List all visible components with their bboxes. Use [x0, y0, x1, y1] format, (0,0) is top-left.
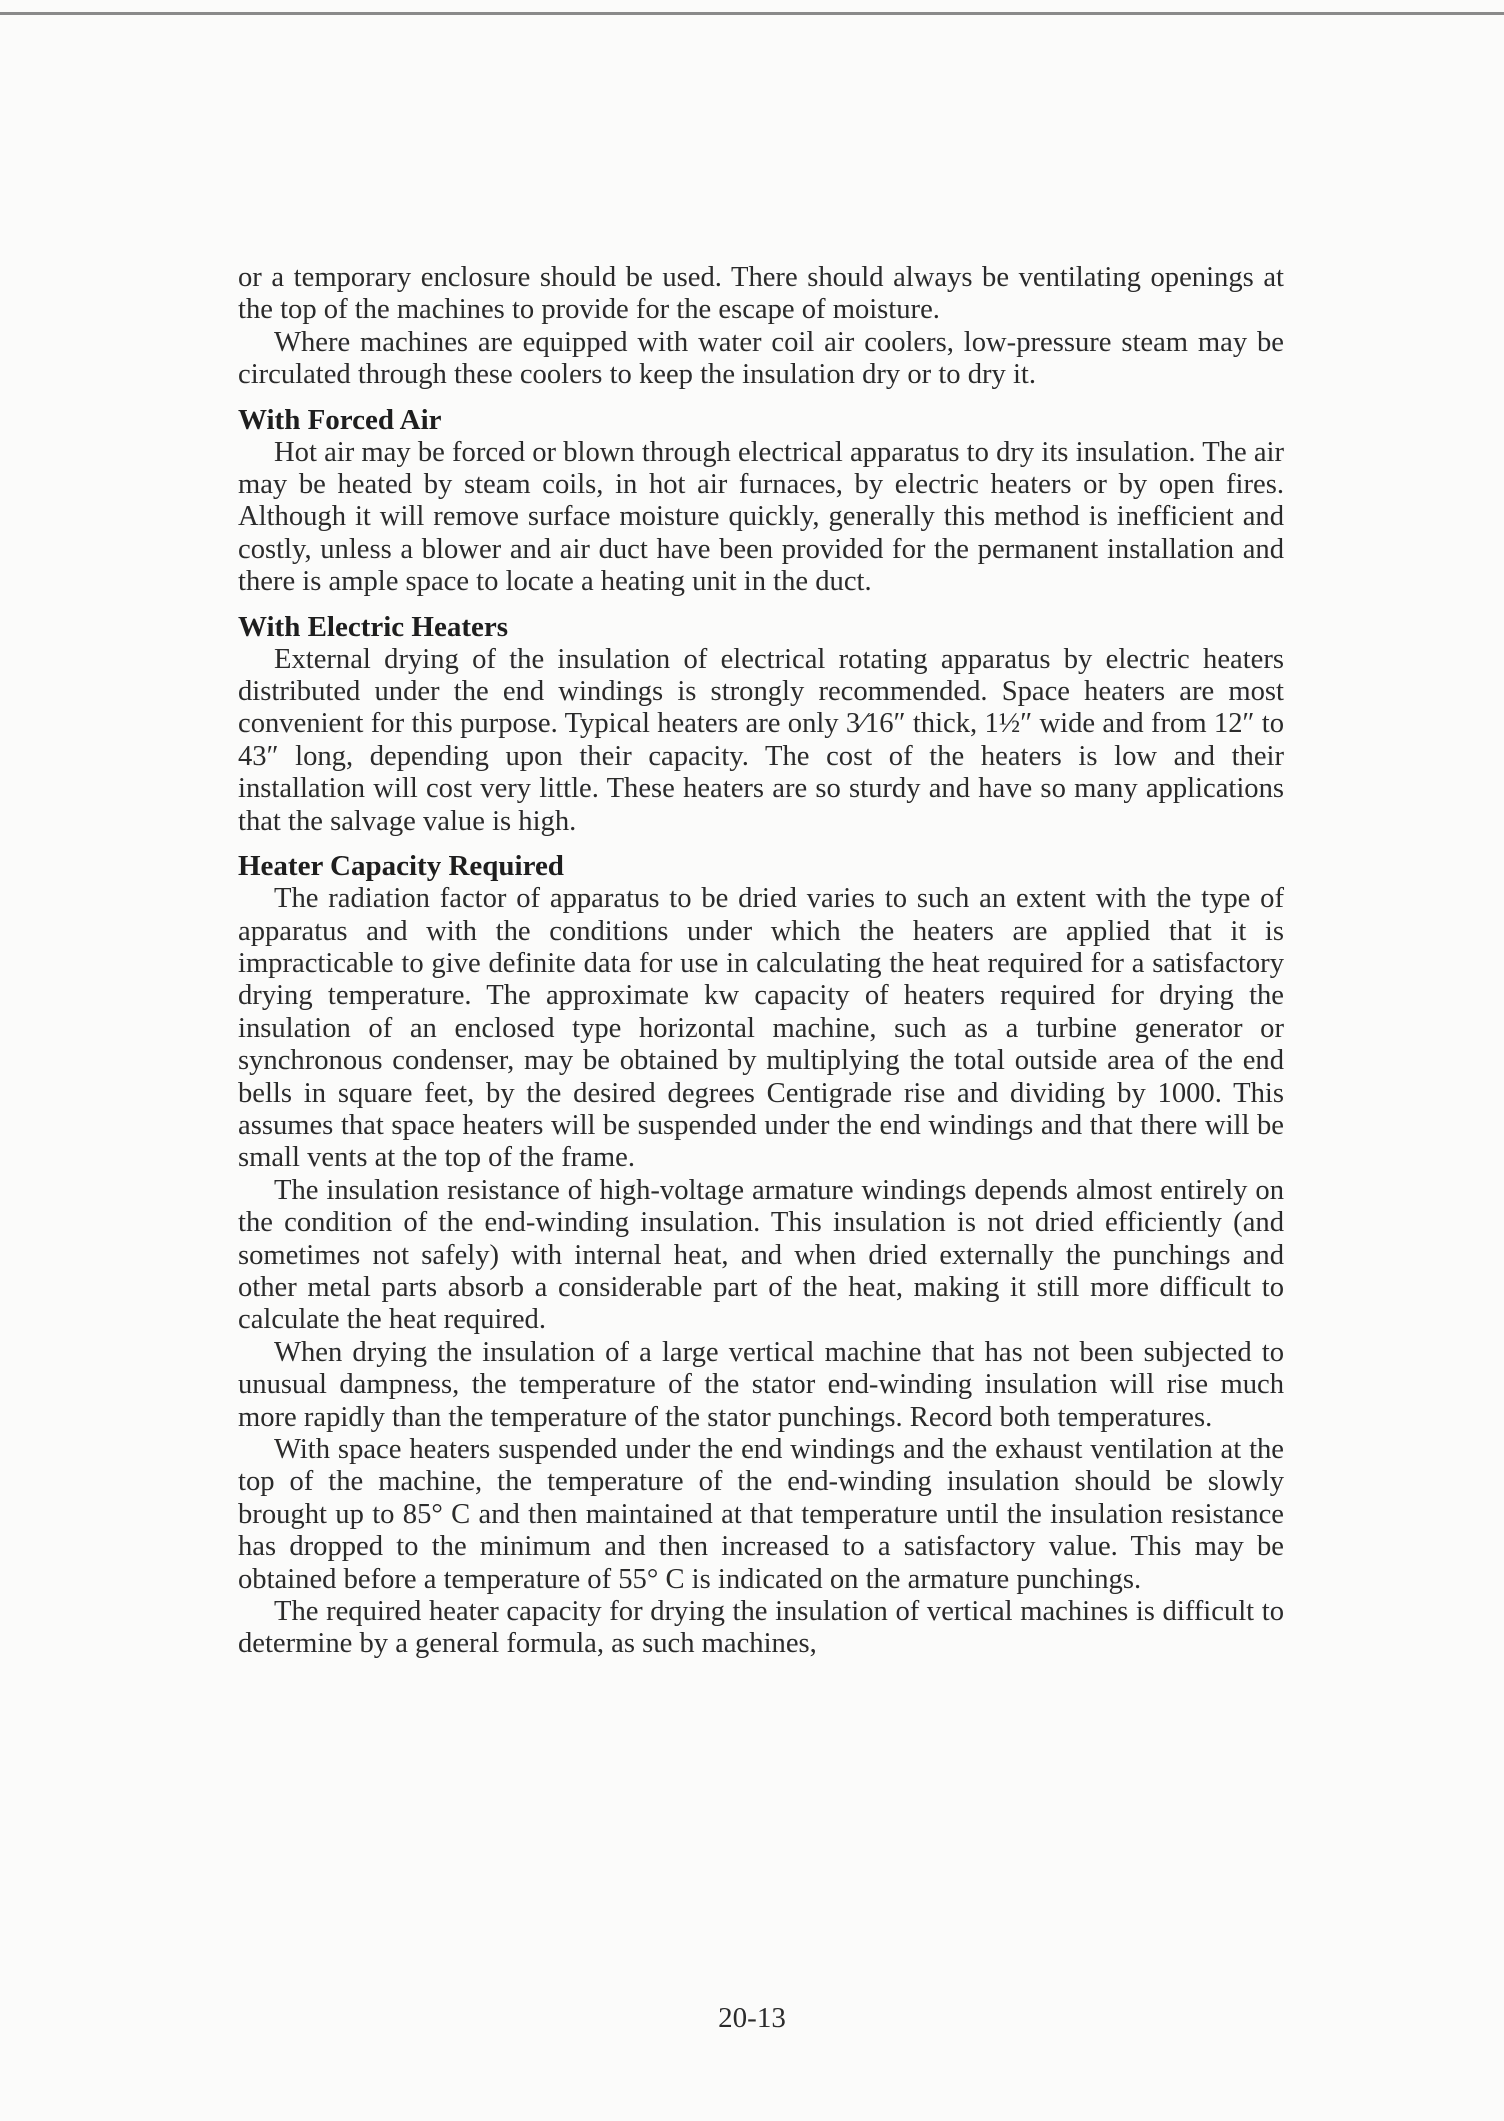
top-border-rule [0, 12, 1504, 15]
paragraph: With space heaters suspended under the end windings and the exhaust ventilation at the top of the machine, the temperature of the end-winding insulation should be slowly brought up to 85° C and then maintained at that temperature until the insulation resistance has dropped to the minimum and then increased to a satisfactory value. This may be obtained before a temperature of 55° C is indicated on the armature punchings. [238, 1434, 1284, 1595]
paragraph: External drying of the insulation of electrical rotating apparatus by electric heaters distributed under the end windings is strongly recommended. Space heaters are most convenient for this purpose. Typical heaters are only 3⁄16″ thick, 1½″ wide and from 12″ to 43″ long, depending upon their capacity. The cost of the heaters is low and their installation will cost very little. These heaters are so sturdy and have so many applications that the salvage value is high. [238, 643, 1284, 837]
page-body [238, 262, 1284, 1661]
paragraph: When drying the insulation of a large vertical machine that has not been subjected to unusual dampness, the temperature of the stator end-winding insulation will rise much more rapidly than the temperature of the stator punchings. Record both temperatures. [238, 1336, 1284, 1433]
section-heading: Heater Capacity Required [238, 850, 564, 883]
page-number: 20-13 [718, 2002, 786, 2034]
paragraph: Where machines are equipped with water coil air coolers, low-pressure steam may be circulated through these coolers to keep the insulation dry or to dry it. [238, 326, 1284, 391]
paragraph: The required heater capacity for drying the insulation of vertical machines is difficult to determine by a general formula, as such machines, [238, 1596, 1284, 1660]
paragraph: The radiation factor of apparatus to be dried varies to such an extent with the type of apparatus and with the conditions under which the heaters are applied that it is impracticable to give definite data for use in calculating the heat required for a satisfactory drying temperature. The approximate kw capacity of heaters required for drying the insulation of an enclosed type horizontal machine, such as a turbine generator or synchronous condenser, may be obtained by multiplying the total outside area of the end bells in square feet, by the desired degrees Centigrade rise and dividing by 1000. This assumes that space heaters will be suspended under the end windings and that there will be small vents at the top of the frame. [238, 883, 1284, 1174]
paragraph: or a temporary enclosure should be used. There should always be ventilating openings at the top of the machines to provide for the escape of moisture. [238, 262, 1284, 326]
section-heading: With Electric Heaters [238, 610, 509, 643]
section-heading: With Forced Air [238, 403, 442, 436]
paragraph: The insulation resistance of high-voltage armature windings depends almost entirely on the condition of the end-winding insulation. This insulation is not dried efficiently (and sometimes not safely) with internal heat, and when dried externally the punchings and other metal parts absorb a considerable part of the heat, making it still more difficult to calculate the heat required. [238, 1174, 1284, 1336]
paragraph: Hot air may be forced or blown through electrical apparatus to dry its insulation. The air may be heated by steam coils, in hot air furnaces, by electric heaters or by open fires. Although it will remove surface moisture quickly, generally this method is inefficient and costly, unless a blower and air duct have been provided for the permanent installation and there is ample space to locate a heating unit in the duct. [238, 436, 1284, 598]
